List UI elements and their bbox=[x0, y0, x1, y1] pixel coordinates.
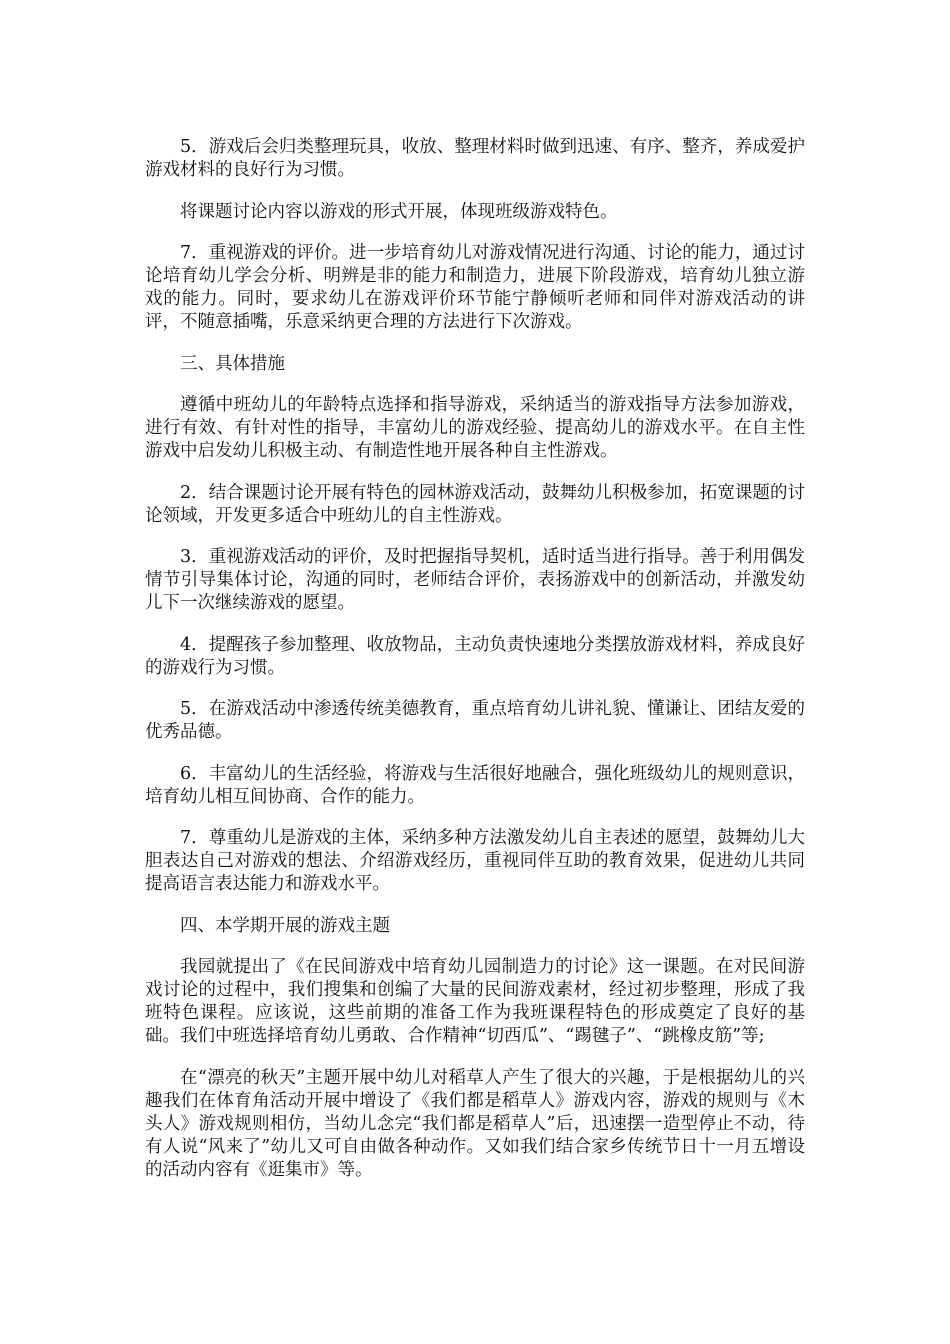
paragraph-measure-2: 2．结合课题讨论开展有特色的园林游戏活动，鼓舞幼儿积极参加，拓宽课题的讨论领域，开发更多适合中班幼儿的自主性游戏。 bbox=[145, 482, 805, 526]
paragraph-scarecrow-game: 在“漂亮的秋天”主题开展中幼儿对稻草人产生了很大的兴趣，于是根据幼儿的兴趣我们在体育角活动开展中增设了《我们都是稻草人》游戏内容，游戏的规则与《木头人》游戏规则相仿，当幼儿念完“我们都是稻草人”后，迅速摆一造型停止不动，待有人说“风来了”幼儿又可自由做各种动作。又如我们结合家乡传统节日十一月五增设的活动内容有《逛集市》等。 bbox=[145, 1067, 805, 1180]
document-body bbox=[145, 136, 805, 1200]
paragraph-research-games: 将课题讨论内容以游戏的形式开展，体现班级游戏特色。 bbox=[180, 201, 618, 222]
paragraph-item-5-tidy-toys: 5．游戏后会归类整理玩具，收放、整理材料时做到迅速、有序、整齐，养成爱护游戏材料的良好行为习惯。 bbox=[145, 137, 805, 180]
paragraph-measure-7: 7．尊重幼儿是游戏的主体，采纳多种方法激发幼儿自主表述的愿望，鼓舞幼儿大胆表达自己对游戏的想法、介绍游戏经历，重视同伴互助的教育效果，促进幼儿共同提高语言表达能力和游戏水平。 bbox=[145, 828, 805, 894]
paragraph-folk-games: 我园就提出了《在民间游戏中培育幼儿园制造力的讨论》这一课题。在对民间游戏讨论的过程中，我们搜集和创编了大量的民间游戏素材，经过初步整理，形成了我班特色课程。应该说，这些前期的准备工作为我班课程特色的形成奠定了良好的基础。我们中班选择培育幼儿勇敢、合作精神“切西瓜”、“踢毽子”、“跳橡皮筋”等; bbox=[145, 957, 805, 1046]
paragraph-measure-5: 5．在游戏活动中渗透传统美德教育，重点培育幼儿讲礼貌、懂谦让、团结友爱的优秀品德。 bbox=[145, 699, 805, 742]
paragraph-measure-6: 6．丰富幼儿的生活经验，将游戏与生活很好地融合，强化班级幼儿的规则意识，培育幼儿相互间协商、合作的能力。 bbox=[145, 763, 805, 807]
paragraph-measure-3: 3．重视游戏活动的评价，及时把握指导契机，适时适当进行指导。善于利用偶发情节引导集体讨论，沟通的同时，老师结合评价，表扬游戏中的创新活动，并激发幼儿下一次继续游戏的愿望。 bbox=[145, 547, 805, 613]
paragraph-item-7-evaluation: 7．重视游戏的评价。进一步培育幼儿对游戏情况进行沟通、讨论的能力，通过讨论培育幼儿学会分析、明辨是非的能力和制造力，进展下阶段游戏，培育幼儿独立游戏的能力。同时，要求幼儿在游戏评价环节能宁静倾听老师和同伴对游戏活动的讲评，不随意插嘴，乐意采纳更合理的方法进行下次游戏。 bbox=[145, 243, 805, 332]
section-heading-game-themes: 四、本学期开展的游戏主题 bbox=[180, 915, 390, 936]
paragraph-measure-intro: 遵循中班幼儿的年龄特点选择和指导游戏，采纳适当的游戏指导方法参加游戏，进行有效、有针对性的指导，丰富幼儿的游戏经验、提高幼儿的游戏水平。在自主性游戏中启发幼儿积极主动、有制造性地开展各种自主性游戏。 bbox=[145, 395, 805, 461]
paragraph-measure-4: 4．提醒孩子参加整理、收放物品，主动负责快速地分类摆放游戏材料，养成良好的游戏行为习惯。 bbox=[145, 634, 805, 678]
section-heading-measures: 三、具体措施 bbox=[180, 353, 285, 374]
